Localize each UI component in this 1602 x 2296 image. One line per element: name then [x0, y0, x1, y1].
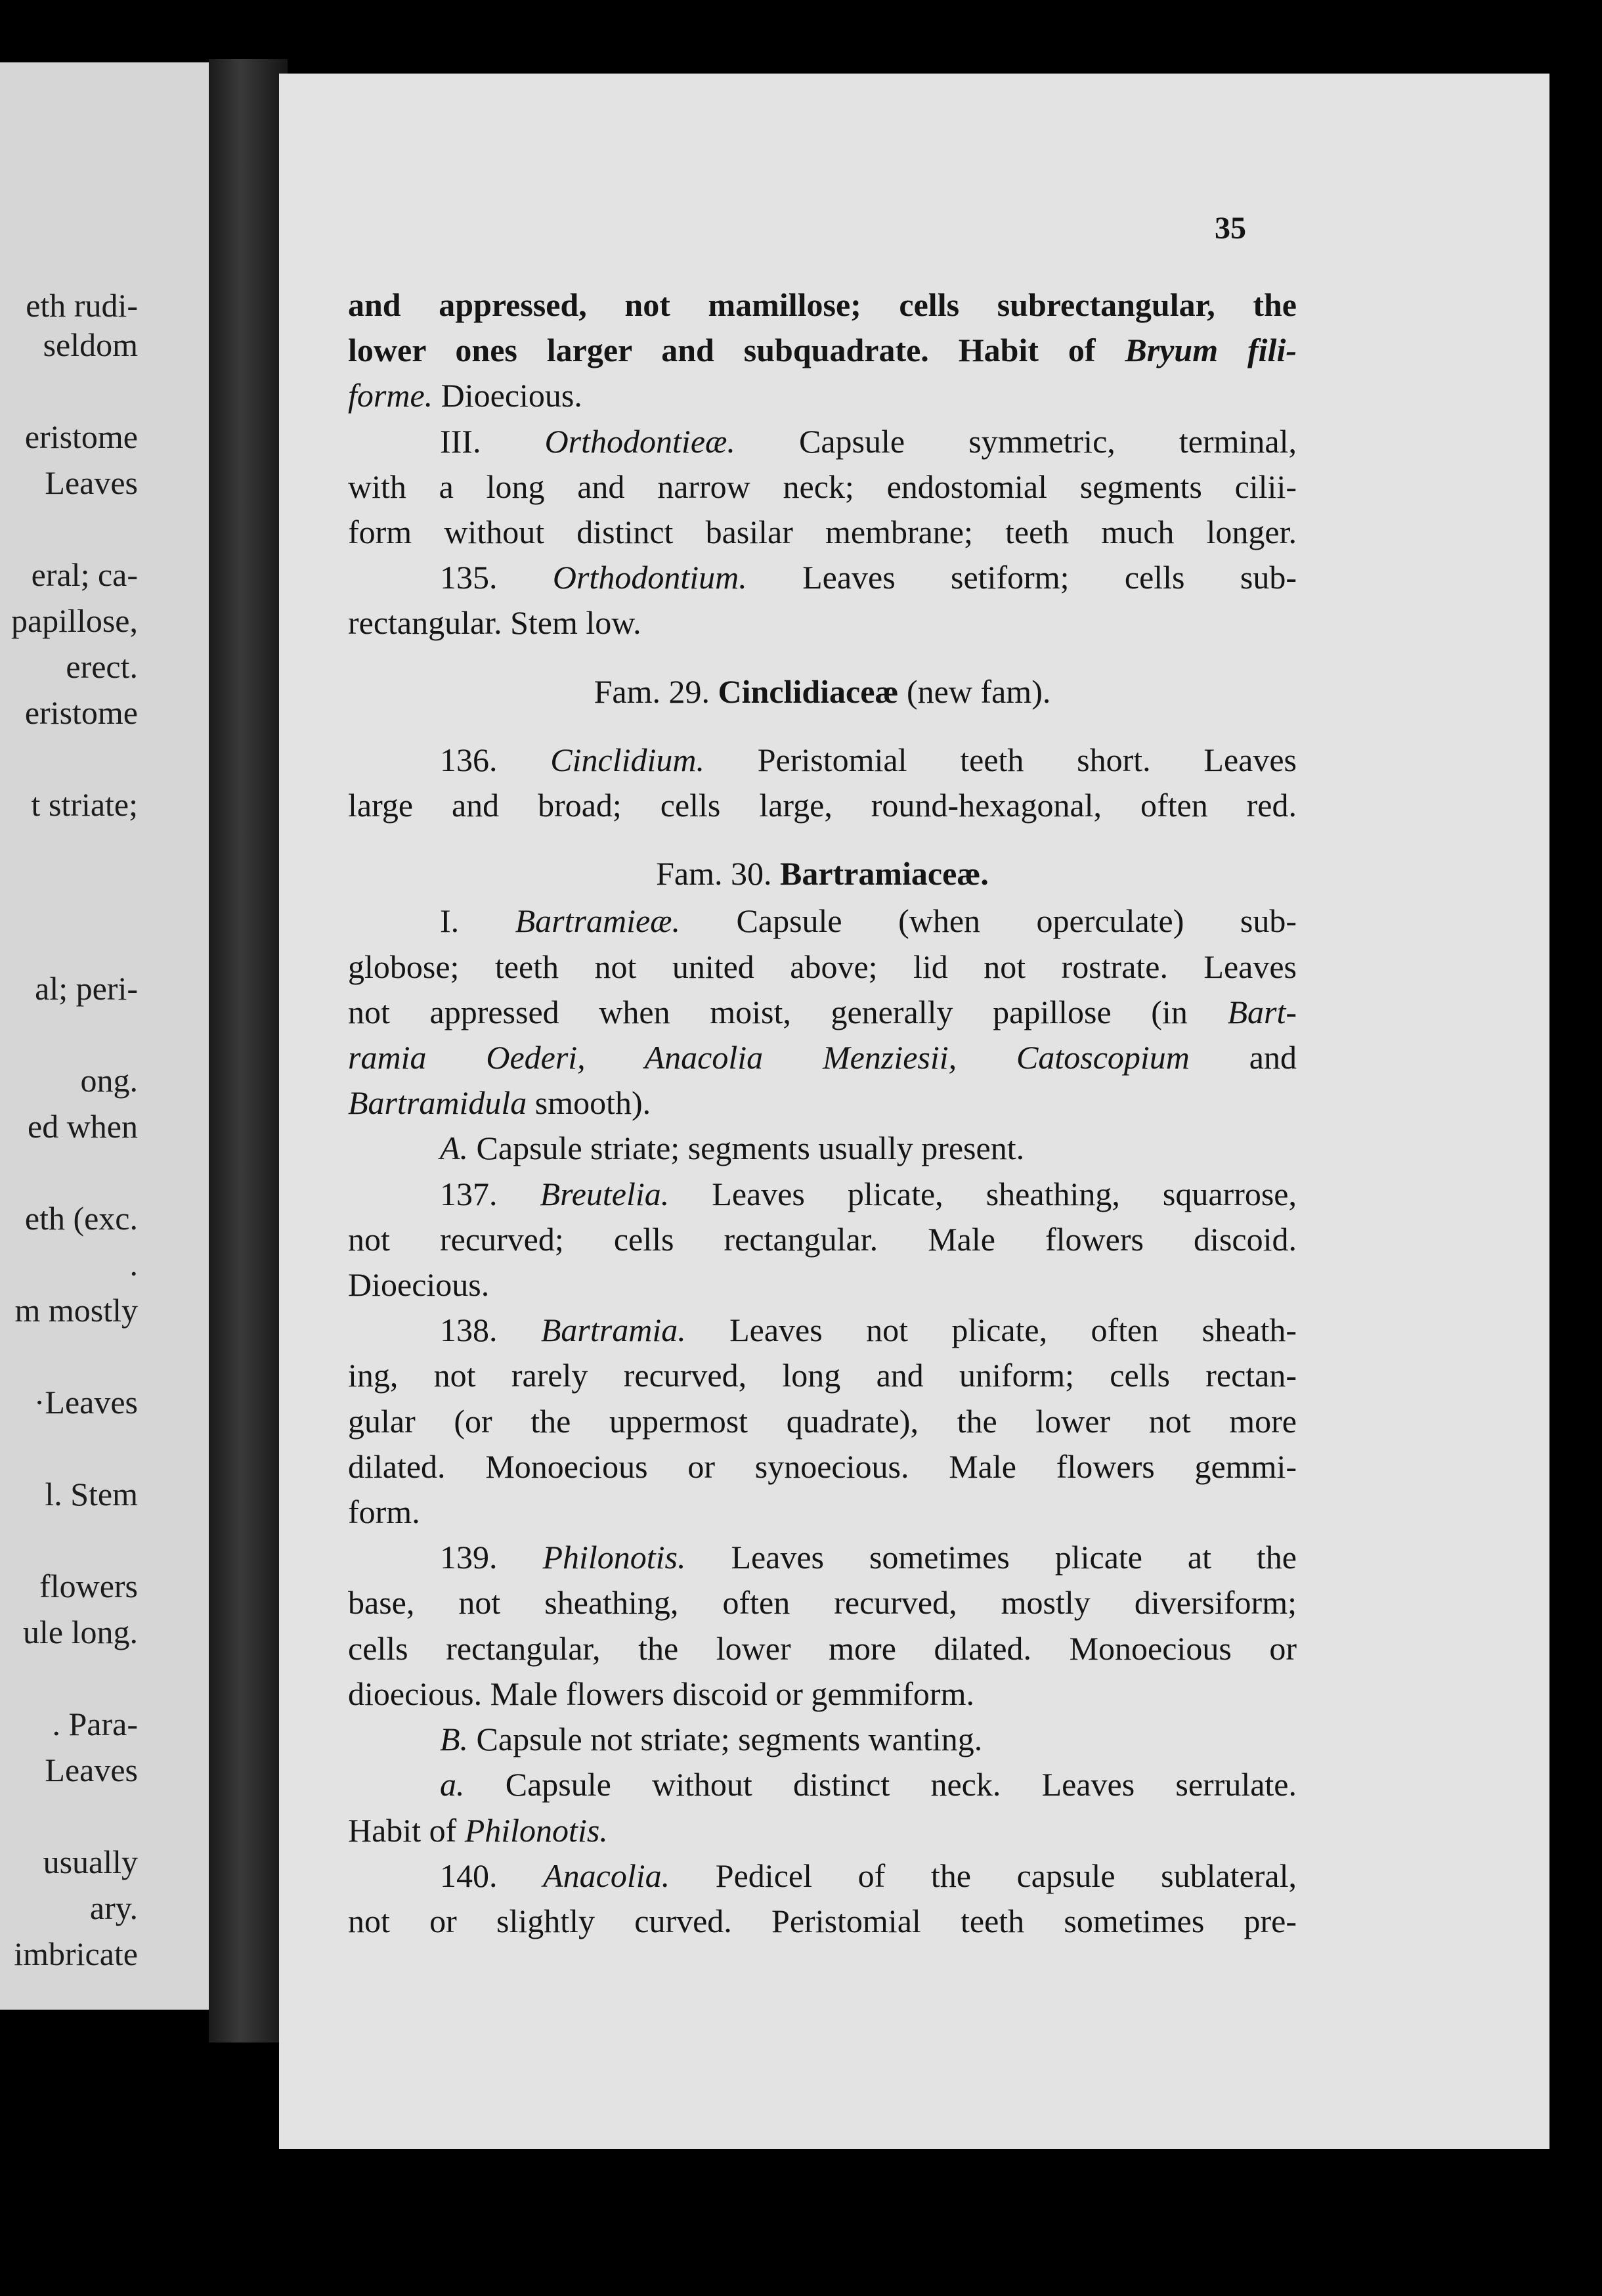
left-fragment: erect. [66, 648, 138, 685]
left-fragment: Leaves [45, 464, 138, 501]
text-line: not appressed when moist, generally papillose (in Bart- [348, 993, 1297, 1030]
family-heading: Fam. 30. Bartramiaceæ. [656, 855, 989, 893]
text-line: III. Orthodontieæ. Capsule symmetric, terminal, [440, 422, 1297, 460]
text-line: large and broad; cells large, round-hexagonal, often red. [348, 787, 1297, 824]
text-line: dioecious. Male flowers discoid or gemmiform. [348, 1675, 974, 1712]
page-number: 35 [1215, 211, 1246, 246]
left-fragment: imbricate [14, 1935, 138, 1972]
text-line: forme. Dioecious. [348, 377, 582, 414]
left-fragment: l. Stem [45, 1476, 138, 1512]
family-heading: Fam. 29. Cinclidiaceæ (new fam). [594, 673, 1051, 710]
text-line: B. Capsule not striate; segments wanting. [440, 1721, 983, 1758]
left-fragment: seldom [43, 326, 138, 363]
left-fragment: t striate; [31, 786, 138, 823]
text-line: 137. Breutelia. Leaves plicate, sheathing, squarrose, [440, 1175, 1297, 1212]
left-fragment: eral; ca- [31, 556, 138, 593]
left-fragment: papillose, [11, 602, 138, 639]
left-fragment: . [129, 1246, 138, 1283]
left-fragment: usually [43, 1843, 138, 1880]
left-fragment: ule long. [23, 1614, 138, 1650]
left-page-edge [0, 62, 210, 2010]
left-fragment: ed when [28, 1108, 138, 1145]
text-line: dilated. Monoecious or synoecious. Male flowers gemmi- [348, 1447, 1297, 1485]
text-line: a. Capsule without distinct neck. Leaves serrulate. [440, 1766, 1297, 1803]
left-fragment: ary. [89, 1889, 138, 1926]
left-fragment: Leaves [45, 1752, 138, 1788]
text-line: ing, not rarely recurved, long and uniform; cells rectan- [348, 1357, 1297, 1394]
left-fragment: ong. [80, 1062, 138, 1099]
book-gutter [209, 59, 288, 2042]
text-line: Habit of Philonotis. [348, 1811, 608, 1849]
text-line: gular (or the uppermost quadrate), the lower not more [348, 1402, 1297, 1440]
left-fragment: . Para- [52, 1706, 138, 1742]
text-line: A. Capsule striate; segments usually present. [440, 1130, 1025, 1167]
left-fragment: eth (exc. [24, 1200, 138, 1237]
text-line: 139. Philonotis. Leaves sometimes plicate at the [440, 1539, 1297, 1576]
text-line: globose; teeth not united above; lid not rostrate. Leaves [348, 948, 1297, 985]
text-line: with a long and narrow neck; endostomial segments cilii- [348, 468, 1297, 505]
left-fragment: eristome [24, 694, 138, 731]
text-line: form. [348, 1493, 420, 1531]
text-line: and appressed, not mamillose; cells subrectangular, the [348, 286, 1297, 323]
text-line: 136. Cinclidium. Peristomial teeth short. Leaves [440, 741, 1297, 778]
text-line: not recurved; cells rectangular. Male flowers discoid. [348, 1220, 1297, 1258]
text-line: ramia Oederi, Anacolia Menziesii, Catoscopium and [348, 1039, 1297, 1076]
left-fragment: m mostly [14, 1292, 138, 1329]
left-fragment: flowers [39, 1568, 138, 1604]
text-line: not or slightly curved. Peristomial teeth sometimes pre- [348, 1902, 1297, 1939]
text-line: lower ones larger and subquadrate. Habit of Bryum fili- [348, 332, 1297, 369]
left-fragment: eth rudi- [26, 287, 138, 324]
text-line: form without distinct basilar membrane; teeth much longer. [348, 514, 1297, 551]
text-line: Bartramidula smooth). [348, 1084, 651, 1122]
text-line: I. Bartramieæ. Capsule (when operculate) sub- [440, 902, 1297, 940]
left-fragment: ·Leaves [33, 1384, 138, 1421]
text-line: cells rectangular, the lower more dilated. Monoecious or [348, 1629, 1297, 1667]
page-body [348, 282, 1297, 1944]
left-fragment: al; peri- [35, 970, 138, 1007]
text-line: rectangular. Stem low. [348, 604, 641, 642]
left-fragment: eristome [24, 418, 138, 455]
text-line: 140. Anacolia. Pedicel of the capsule sublateral, [440, 1857, 1297, 1894]
text-line: Dioecious. [348, 1266, 490, 1304]
text-line: 135. Orthodontium. Leaves setiform; cells sub- [440, 559, 1297, 596]
text-line: base, not sheathing, often recurved, mostly diversiform; [348, 1584, 1297, 1622]
text-line: 138. Bartramia. Leaves not plicate, often sheath- [440, 1312, 1297, 1349]
